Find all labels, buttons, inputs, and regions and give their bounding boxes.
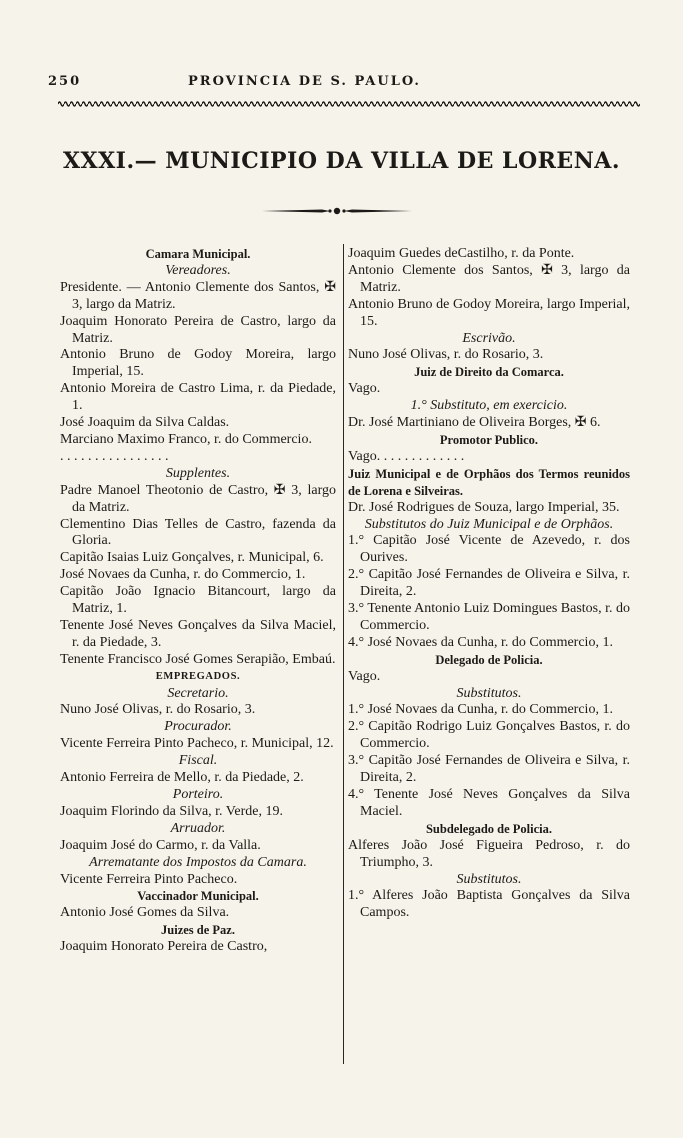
entry: Tenente Francisco José Gomes Serapião, Embaú.: [60, 651, 336, 667]
subheading: Arrematante dos Impostos da Camara.: [89, 854, 307, 870]
entry: Joaquim José do Carmo, r. da Valla.: [60, 837, 261, 853]
subheading: Substitutos do Juiz Municipal e de Orphãos.: [364, 516, 614, 532]
caps-heading: EMPREGADOS.: [155, 670, 241, 682]
section-heading: Subdelegado de Policia.: [425, 821, 553, 836]
entry: Joaquim Guedes deCastilho, r. da Ponte.: [348, 246, 575, 261]
entry: Dr. José Martiniano de Oliveira Borges, ✠ 6.: [348, 415, 601, 431]
section-heading: Delegado de Policia.: [435, 652, 543, 667]
entry: Antonio Clemente dos Santos, ✠ 3, largo da Matriz.: [348, 262, 630, 295]
entry: 1.° José Novaes da Cunha, r. do Commercio, 1.: [348, 702, 613, 718]
entry: 2.° Capitão Rodrigo Luiz Gonçalves Bastos, r. do Commercio.: [348, 719, 630, 752]
subheading: 1.° Substituto, em exercicio.: [410, 398, 568, 414]
entry: Vicente Ferreira Pinto Pacheco.: [60, 871, 238, 887]
entry: Joaquim Florindo da Silva, r. Verde, 19.: [60, 803, 283, 819]
entry: José Novaes da Cunha, r. do Commercio, 1.: [60, 567, 306, 583]
subheading: Substitutos.: [456, 685, 522, 701]
chapter-title: XXXI.— MUNICIPIO DA VILLA DE LORENA.: [62, 148, 621, 174]
entry: Antonio Bruno de Godoy Moreira, largo Imperial, 15.: [60, 347, 336, 380]
subheading: Fiscal.: [178, 753, 218, 769]
entry: Alferes João José Figueira Pedroso, r. do Triumpho, 3.: [348, 837, 630, 870]
entry: Nuno José Olivas, r. do Rosario, 3.: [60, 702, 256, 718]
entry: Clementino Dias Telles de Castro, fazenda da Gloria.: [60, 516, 336, 549]
text-line: . . . . . . . . . . . . . . . .: [60, 448, 169, 464]
entry: Presidente. — Antonio Clemente dos Santos, ✠ 3, largo da Matriz.: [60, 279, 336, 312]
entry: Antonio Bruno de Godoy Moreira, largo Imperial, 15.: [348, 296, 630, 329]
entry: Vicente Ferreira Pinto Pacheco, r. Municipal, 12.: [60, 736, 334, 752]
subheading: Procurador.: [164, 719, 232, 735]
entry: Joaquim Honorato Pereira de Castro, largo da Matriz.: [60, 313, 336, 346]
text-line: Vago.: [348, 668, 381, 684]
section-heading: Juizes de Paz.: [161, 923, 235, 938]
entry: 1.° Capitão José Vicente de Azevedo, r. dos Ourives.: [348, 533, 630, 566]
section-heading: Juiz Municipal e de Orphãos dos Termos reunidos de Lorena e Silveiras.: [348, 466, 630, 498]
entry: Marciano Maximo Franco, r. do Commercio.: [60, 431, 312, 447]
entry: Antonio José Gomes da Silva.: [60, 905, 230, 921]
column-divider: [343, 244, 344, 1064]
entry: 3.° Capitão José Fernandes de Oliveira e Silva, r. Direita, 2.: [348, 753, 630, 786]
page-number: 250: [48, 74, 82, 89]
section-heading: Juiz de Direito da Comarca.: [414, 365, 564, 380]
running-title: PROVINCIA DE S. PAULO.: [188, 74, 421, 89]
subheading: Escrivão.: [462, 330, 516, 346]
subheading: Arruador.: [170, 820, 226, 836]
entry: Dr. José Rodrigues de Souza, largo Imperial, 35.: [348, 499, 620, 515]
entry: Antonio Moreira de Castro Lima, r. da Piedade, 1.: [60, 381, 336, 414]
divider-ornament: [262, 204, 412, 218]
right-column: [348, 246, 630, 922]
subheading: Vereadores.: [165, 262, 231, 278]
subheading: Secretario.: [167, 685, 229, 701]
section-heading: Camara Municipal.: [145, 247, 251, 261]
section-heading: Vaccinador Municipal.: [137, 889, 259, 904]
entry: José Joaquim da Silva Caldas.: [60, 415, 230, 431]
entry: Padre Manoel Theotonio de Castro, ✠ 3, largo da Matriz.: [60, 482, 336, 515]
text-line: Vago. . . . . . . . . . . . .: [348, 448, 465, 464]
text-line: Vago.: [348, 381, 381, 397]
entry: 3.° Tenente Antonio Luiz Domingues Bastos, r. do Commercio.: [348, 601, 631, 633]
entry: Antonio Ferreira de Mello, r. da Piedade, 2.: [60, 770, 304, 786]
subheading: Porteiro.: [172, 787, 224, 802]
entry: Joaquim Honorato Pereira de Castro,: [60, 939, 268, 955]
section-heading: Promotor Publico.: [439, 432, 539, 447]
entry: Tenente José Neves Gonçalves da Silva Maciel, r. da Piedade, 3.: [60, 617, 336, 650]
entry: Nuno José Olivas, r. do Rosario, 3.: [348, 347, 544, 363]
subheading: Substitutos.: [456, 871, 522, 887]
entry: Capitão João Ignacio Bitancourt, largo da Matriz, 1.: [60, 584, 336, 617]
left-column: [60, 246, 336, 956]
entry: Capitão Isaias Luiz Gonçalves, r. Municipal, 6.: [60, 550, 324, 566]
subheading: Supplentes.: [165, 465, 231, 481]
wavy-rule-ornament: [58, 100, 640, 108]
entry: 2.° Capitão José Fernandes de Oliveira e Silva, r. Direita, 2.: [348, 567, 630, 600]
entry: 1.° Alferes João Baptista Gonçalves da Silva Campos.: [348, 888, 630, 921]
entry: 4.° Tenente José Neves Gonçalves da Silva Maciel.: [348, 787, 630, 819]
entry: 4.° José Novaes da Cunha, r. do Commercio, 1.: [348, 634, 613, 650]
